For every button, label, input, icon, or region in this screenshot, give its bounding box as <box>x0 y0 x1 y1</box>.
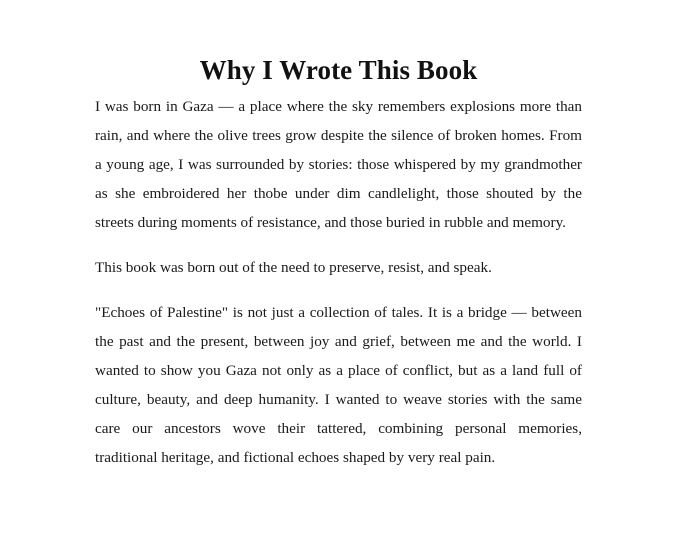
paragraph-3: "Echoes of Palestine" is not just a collection of tales. It is a bridge — between the past and the present, between joy and grief, between me and the world. I wanted to show you Gaza not only as a place of conflict, but as a land full of culture, beauty, and deep humanity. I wanted to weave stories with the same care our ancestors wove their tattered, combining personal memories, traditional heritage, and fictional echoes shaped by very real pain. <box>95 304 582 466</box>
document-page <box>95 52 582 472</box>
paragraph-2: This book was born out of the need to preserve, resist, and speak. <box>95 259 492 276</box>
paragraph-1: I was born in Gaza — a place where the sky remembers explosions more than rain, and where the olive trees grow despite the silence of broken homes. From a young age, I was surrounded by stories: those whispered by my grandmother as she embroidered her thobe under dim candlelight, those shouted by the streets during moments of resistance, and those buried in rubble and memory. <box>95 98 582 231</box>
page-title: Why I Wrote This Book <box>199 55 478 85</box>
